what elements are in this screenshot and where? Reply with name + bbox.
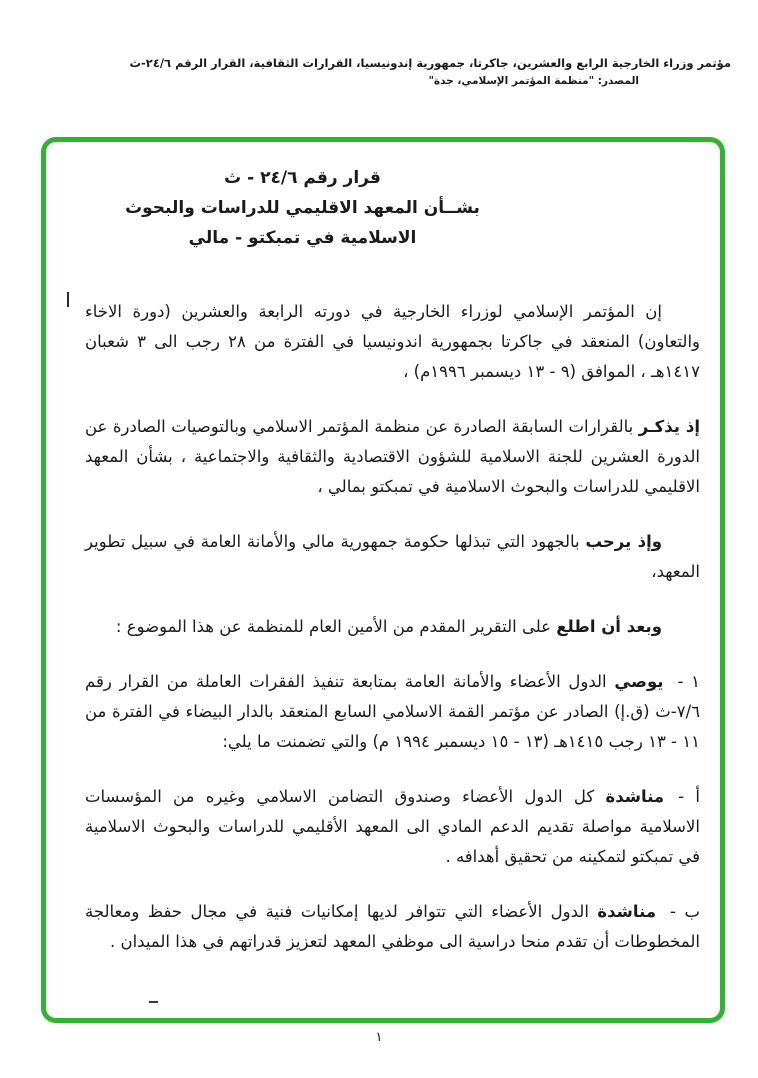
resolution-body bbox=[85, 163, 700, 982]
header-source-line: المصدر: "منظمة المؤتمر الإسلامي، جدة" bbox=[428, 75, 639, 87]
preamble-recalling-text: بالقرارات السابقة الصادرة عن منظمة المؤتمر الاسلامي وبالتوصيات الصادرة عن الدورة العشرين للجنة الاسلامية للشؤون الاقتصادية والثقافية والاجتماعية ، بشأن المعهد الاقليمي للدراسات والبحوث الاسلامية في تمبكتو بمالي ، bbox=[85, 417, 700, 496]
scan-artifact-dash bbox=[149, 1001, 158, 1003]
preamble-welcoming-text: بالجهود التي تبذلها حكومة جمهورية مالي والأمانة العامة في سبيل تطوير المعهد، bbox=[85, 532, 700, 581]
preamble-opening-paragraph: إن المؤتمر الإسلامي لوزراء الخارجية في دورته الرابعة والعشرين (دورة الاخاء والتعاون) المنعقد في جاكرتا بجمهورية اندونيسيا في الفترة من ٢٨ رجب الى ٣ شعبان ١٤١٧هـ ، الموافق (٩ - ١٣ ديسمبر ١٩٩٦م) ، bbox=[85, 302, 701, 381]
document-source-header bbox=[27, 55, 731, 89]
operative-item-a bbox=[85, 782, 700, 872]
resolution-title bbox=[0, 163, 610, 253]
preamble-having-reviewed-paragraph bbox=[85, 612, 700, 642]
resolution-subject-line-1: بشــأن المعهد الاقليمي للدراسات والبحوث bbox=[125, 198, 480, 218]
preamble-recalling-paragraph bbox=[85, 412, 700, 502]
operative-item-b-text: الدول الأعضاء التي تتوافر لديها إمكانيات فنية في مجال حفظ ومعالجة المخطوطات أن تقدم منحا دراسية الى موظفي المعهد لتعزيز قدراتهم في هذا الميدان . bbox=[85, 902, 700, 951]
operative-item-1-number: ١ - bbox=[677, 672, 700, 691]
operative-item-b-lead: مناشدة bbox=[597, 902, 657, 921]
operative-item-b-letter: ب - bbox=[670, 902, 701, 921]
operative-item-1-text: الدول الأعضاء والأمانة العامة بمتابعة تنفيذ الفقرات العاملة من القرار رقم ٧/٦-ث (ق.إ) الصادر عن مؤتمر القمة الاسلامي السابع المنعقد بالدار البيضاء في الفترة من ١١ - ١٣ رجب ١٤١٥هـ (١٣ - ١٥ ديسمبر ١٩٩٤ م) والتي تضمنت ما يلي: bbox=[85, 672, 700, 751]
operative-item-1 bbox=[85, 667, 700, 757]
operative-item-1-lead: يوصي bbox=[614, 672, 664, 691]
resolution-number-line: قرار رقم ٢٤/٦ - ث bbox=[224, 168, 381, 188]
header-citation-line: مؤتمر وزراء الخارجية الرابع والعشرين، جاكرتا، جمهورية إندونيسيا، القرارات الثقافية، القرار الرقم ٢٤/٦-ث bbox=[129, 56, 731, 70]
resolution-subject-line-2: الاسلامية في تمبكتو - مالي bbox=[188, 228, 417, 248]
preamble-having-reviewed-lead: وبعد أن اطلع bbox=[556, 617, 662, 636]
operative-item-b bbox=[85, 897, 700, 957]
operative-item-a-lead: مناشدة bbox=[605, 787, 665, 806]
preamble-having-reviewed-text: على التقرير المقدم من الأمين العام للمنظمة عن هذا الموضوع : bbox=[115, 617, 557, 636]
operative-item-a-text: كل الدول الأعضاء وصندوق التضامن الاسلامي وغيره من المؤسسات الاسلامية مواصلة تقديم الدعم المادي الى المعهد الأقليمي للدراسات والبحوث الاسلامية في تمبكتو لتمكينه من تحقيق أهدافه . bbox=[85, 787, 700, 866]
preamble-welcoming-lead: وإذ يرحب bbox=[585, 532, 662, 551]
preamble-recalling-lead: إذ يذكـر bbox=[638, 417, 701, 436]
operative-item-a-letter: أ - bbox=[678, 787, 700, 806]
preamble-welcoming-paragraph bbox=[85, 527, 700, 587]
scan-artifact-line bbox=[67, 292, 69, 307]
page-number: ١ bbox=[375, 1030, 383, 1045]
